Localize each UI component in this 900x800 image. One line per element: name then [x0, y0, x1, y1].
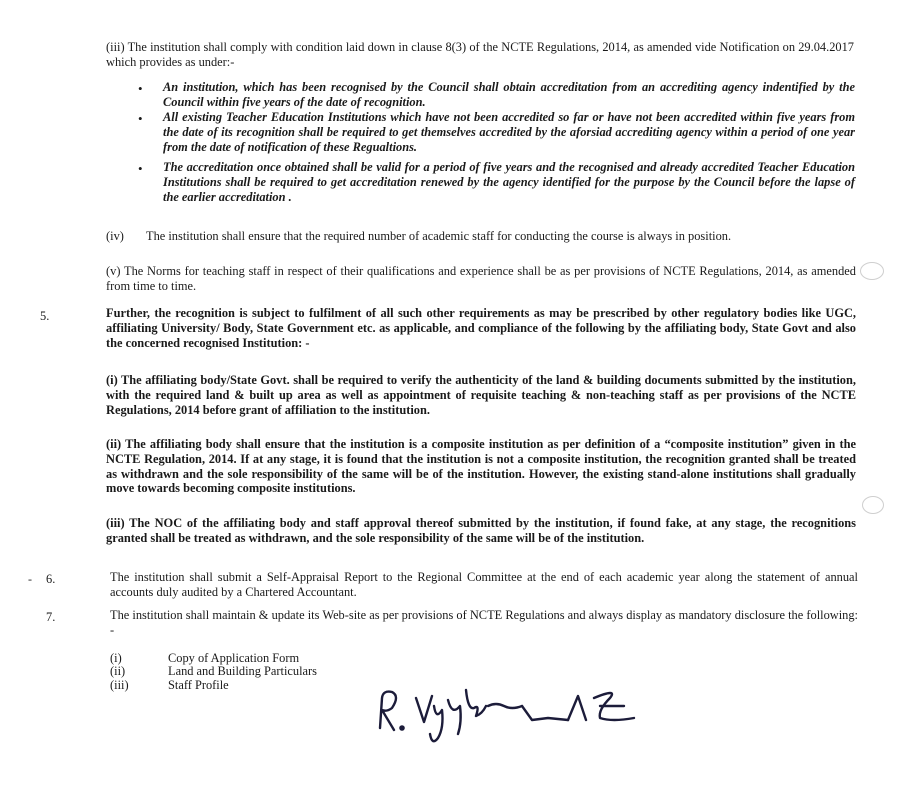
section-5-item-iii: (iii) The NOC of the affiliating body and staff approval thereof submitted by the institution, if found fake, at any stage, the recognitions granted shall be treated as withdrawn, and the sole responsibility of the same will be of the institution.: [106, 516, 856, 545]
list-item-land-building: Land and Building Particulars: [168, 664, 318, 678]
section-7-number: 7.: [46, 610, 56, 624]
list-item-application-form: Copy of Application Form: [168, 651, 300, 665]
scan-smudge: [860, 262, 884, 280]
clause-iii-text: (iii) The institution shall comply with condition laid down in clause 8(3) of the NCTE Regulations, 2014, as amended vide Notification on 29.04.2017 which provides as under:-: [106, 40, 854, 69]
section-5-item-ii: (ii) The affiliating body shall ensure that the institution is a composite institution as per definition of a “composite institution” given in the NCTE Regulation, 2014. If at any stage, it is found that the institution is not a composite institution, the recognition granted shall be treated as withdrawn and the sole responsibility of the same will be of the institution. However, the existing stand-alone institutions shall gradually move towards becoming composite institutions.: [106, 437, 856, 496]
bullet-dot: •: [138, 161, 143, 176]
scan-smudge: [862, 496, 884, 514]
bullet-dot: •: [138, 111, 143, 126]
clause-iv-label: (iv): [106, 229, 124, 243]
clause-iii-bullet-1: An institution, which has been recognised by the Council shall obtain accreditation from an accrediting agency indentified by the Council within five years of the date of recognition.: [163, 80, 855, 109]
section-5-number: 5.: [40, 309, 50, 323]
section-5-text: Further, the recognition is subject to fulfilment of all such other requirements as may be prescribed by other regulatory bodies like UGC, affiliating University/ Body, State Government etc. as applicable, and compliance of the following by the affiliating body, State Govt and also the concerned recognised Institution: -: [106, 306, 856, 350]
section-5-item-i: (i) The affiliating body/State Govt. shall be required to verify the authenticity of the land & building documents submitted by the institution, with the required land & built up area as well as appointment of requisite teaching & non-teaching staff as per provisions of the NCTE Regulations, 2014 before grant of affiliation to the institution.: [106, 373, 856, 417]
clause-iii-bullet-3: The accreditation once obtained shall be valid for a period of five years and the recognised and already accredited Teacher Education Institutions shall be required to get accreditation renewed by the agency identified for the purpose by the Council before the lapse of the earlier accreditation .: [163, 160, 855, 204]
clause-iv-text: The institution shall ensure that the required number of academic staff for conducting the course is always in position.: [146, 229, 732, 243]
clause-iii-bullet-2: All existing Teacher Education Institutions which have not been accredited so far or have not been accredited within five years from the date of its recognition shall be required to get themselves accredited by the aforsiad accrediting agency within a period of one year from the date of notification of these Regualtions.: [163, 110, 855, 154]
bullet-dot: •: [138, 81, 143, 96]
clause-v-text: (v) The Norms for teaching staff in respect of their qualifications and experience shall be as per provisions of NCTE Regulations, 2014, as amended from time to time.: [106, 264, 856, 293]
section-6-text: The institution shall submit a Self-Appraisal Report to the Regional Committee at the end of each academic year along the statement of annual accounts duly audited by a Chartered Accountant.: [110, 570, 858, 599]
section-7-text: The institution shall maintain & update its Web-site as per provisions of NCTE Regulations and always display as mandatory disclosure the following: -: [110, 608, 858, 637]
section-6-number: 6.: [46, 572, 56, 586]
handwritten-signature: [372, 676, 662, 746]
list-item-staff-profile: Staff Profile: [168, 678, 229, 692]
margin-dash: -: [28, 572, 32, 586]
list-label: (i): [110, 651, 122, 665]
list-label: (iii): [110, 678, 129, 692]
list-label: (ii): [110, 664, 126, 678]
